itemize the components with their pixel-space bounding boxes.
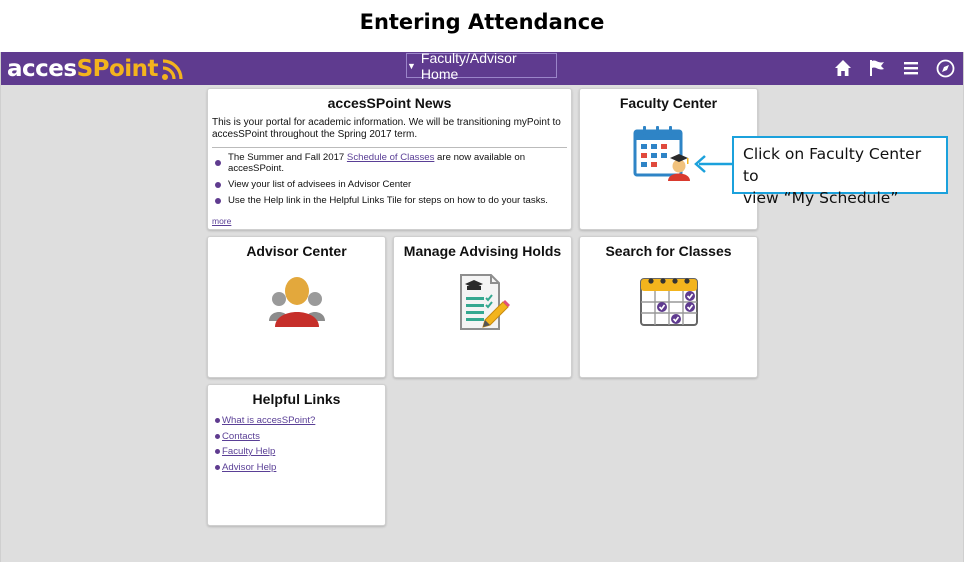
- compass-icon[interactable]: [935, 58, 955, 78]
- people-group-icon: [267, 273, 327, 329]
- advisor-center-tile[interactable]: [207, 236, 386, 378]
- callout-arrow-icon: [693, 152, 735, 176]
- accespoint-logo[interactable]: [7, 55, 186, 83]
- logo-text: accesSPoint: [7, 56, 159, 82]
- advisor-help-link[interactable]: Advisor Help: [222, 461, 277, 473]
- app-screen: [0, 49, 964, 562]
- list-item: [214, 431, 379, 442]
- news-list: [208, 152, 571, 206]
- contacts-link[interactable]: Contacts: [222, 430, 260, 442]
- news-item: Use the Help link in the Helpful Links Tile for steps on how to do your tasks.: [212, 195, 567, 206]
- bullet-icon: [215, 418, 220, 423]
- instruction-callout: [732, 136, 948, 207]
- callout-line-1: Click on Faculty Center to: [743, 145, 922, 185]
- news-intro: This is your portal for academic information. We will be transitioning myPoint to accesSPoint throughout the Spring 2017 term.: [212, 117, 561, 140]
- what-is-accespoint-link[interactable]: What is accesSPoint?: [222, 415, 316, 426]
- top-navigation-bar: [1, 49, 963, 85]
- advisor-center-title: Advisor Center: [246, 243, 347, 259]
- faculty-center-title: Faculty Center: [619, 95, 718, 111]
- bullet-icon: [215, 465, 220, 470]
- news-tile-title: accesSPoint News: [327, 95, 452, 111]
- calendar-check-icon: [639, 273, 699, 327]
- callout-line-2: view “My Schedule”: [743, 189, 899, 207]
- faculty-help-link[interactable]: Faculty Help: [222, 446, 276, 457]
- list-item: [214, 415, 379, 426]
- wifi-signal-icon: [160, 56, 186, 82]
- bullet-icon: [215, 182, 221, 188]
- helpful-links-list: [208, 415, 385, 473]
- home-icon[interactable]: [833, 58, 853, 78]
- menu-icon[interactable]: [901, 58, 921, 78]
- bullet-icon: [215, 160, 221, 166]
- bullet-icon: [215, 449, 220, 454]
- list-item: [214, 446, 379, 457]
- bullet-icon: [215, 198, 221, 204]
- document-checklist-icon: [455, 271, 511, 333]
- news-more-link[interactable]: more: [212, 216, 232, 226]
- nav-icons: [833, 58, 955, 78]
- advising-holds-title: Manage Advising Holds: [403, 243, 562, 259]
- homepage-selector-dropdown[interactable]: [406, 49, 557, 82]
- news-divider: [212, 147, 567, 148]
- slide-title: Entering Attendance: [359, 10, 605, 34]
- bullet-icon: [215, 434, 220, 439]
- search-classes-title: Search for Classes: [605, 243, 732, 259]
- news-item: The Summer and Fall 2017 Schedule of Classes are now available on accesSPoint.: [212, 152, 567, 174]
- helpful-links-tile[interactable]: [207, 384, 386, 526]
- homepage-selector-label: Faculty/Advisor Home: [420, 49, 517, 82]
- search-classes-tile[interactable]: [579, 236, 758, 378]
- caret-down-icon: ▼: [407, 60, 416, 71]
- list-item: [214, 462, 379, 473]
- calendar-graduate-icon: [632, 125, 698, 185]
- schedule-of-classes-link[interactable]: Schedule of Classes: [346, 152, 435, 163]
- flag-icon[interactable]: [867, 58, 887, 78]
- advising-holds-tile[interactable]: [393, 236, 572, 378]
- helpful-links-title: Helpful Links: [252, 391, 341, 407]
- news-tile[interactable]: [207, 88, 572, 230]
- news-item: View your list of advisees in Advisor Center: [212, 179, 567, 190]
